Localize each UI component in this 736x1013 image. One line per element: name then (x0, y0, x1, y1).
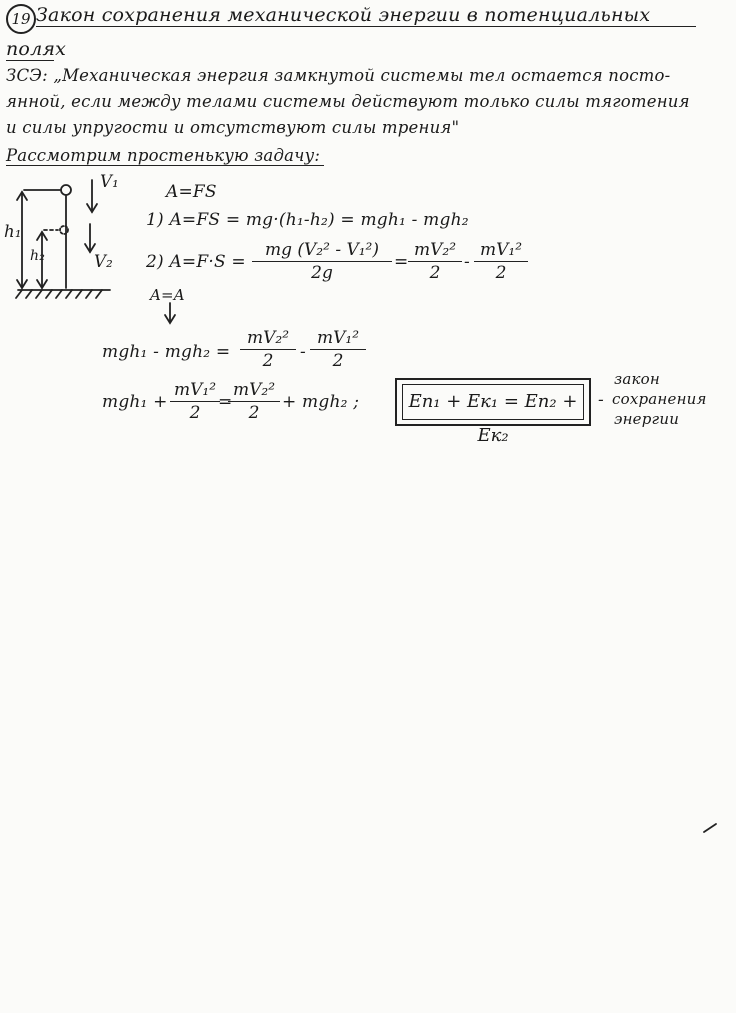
formula-2-fraction-2: mV₂² 2 (408, 240, 462, 283)
equation-1-fraction-1: mV₂² 2 (240, 328, 296, 371)
equation-2-fraction-2: mV₂² 2 (228, 380, 280, 423)
equation-1-left: mgh₁ - mgh₂ = (102, 342, 231, 362)
note-line-3: энергии (614, 410, 680, 428)
formula-work: A=FS (166, 182, 217, 202)
equation-2-right: + mgh₂ ; (282, 392, 360, 412)
energy-conservation-box (395, 378, 591, 446)
law-line-1: ЗСЭ: „Механическая энергия замкнутой системы тел остается посто- (6, 66, 671, 85)
note-dash: - (598, 390, 604, 410)
page-title-line1: Закон сохранения механической энергии в потенциальных (36, 4, 696, 27)
equation-2-fraction-1: mV₁² 2 (170, 380, 220, 423)
law-line-3: и силы упругости и отсутствуют силы трения" (6, 118, 460, 137)
formula-2-equals: = (394, 252, 409, 272)
formula-1: 1) A=FS = mg·(h₁-h₂) = mgh₁ - mgh₂ (146, 210, 469, 230)
formula-2-minus: - (464, 252, 470, 272)
page-title-line2: полях (6, 38, 67, 60)
label-h1: h₁ (4, 222, 22, 241)
note-line-2: сохранения (612, 390, 707, 408)
formula-a-equals-a: A=A (150, 286, 185, 304)
equation-2-left: mgh₁ + (102, 392, 168, 412)
task-heading: Рассмотрим простенькую задачу: (6, 146, 324, 166)
note-line-1: закон (614, 370, 660, 388)
equation-1-minus: - (300, 342, 306, 362)
law-line-2: янной, если между телами системы действуют только силы тяготения (6, 92, 690, 111)
section-number: 19 (6, 4, 36, 34)
label-v2: V₂ (94, 252, 113, 271)
formula-2-fraction-3: mV₁² 2 (474, 240, 528, 283)
label-h2: h₂ (30, 248, 46, 264)
equation-1-fraction-2: mV₁² 2 (310, 328, 366, 371)
energy-conservation-formula: Eп₁ + Eк₁ = Eп₂ + Eк₂ (402, 384, 584, 420)
formula-2-prefix: 2) A=F·S = (146, 252, 246, 272)
label-v1: V₁ (100, 172, 119, 191)
equation-2-equals: = (218, 392, 233, 412)
formula-2-fraction-1: mg (V₂² - V₁²) 2g (252, 240, 392, 283)
